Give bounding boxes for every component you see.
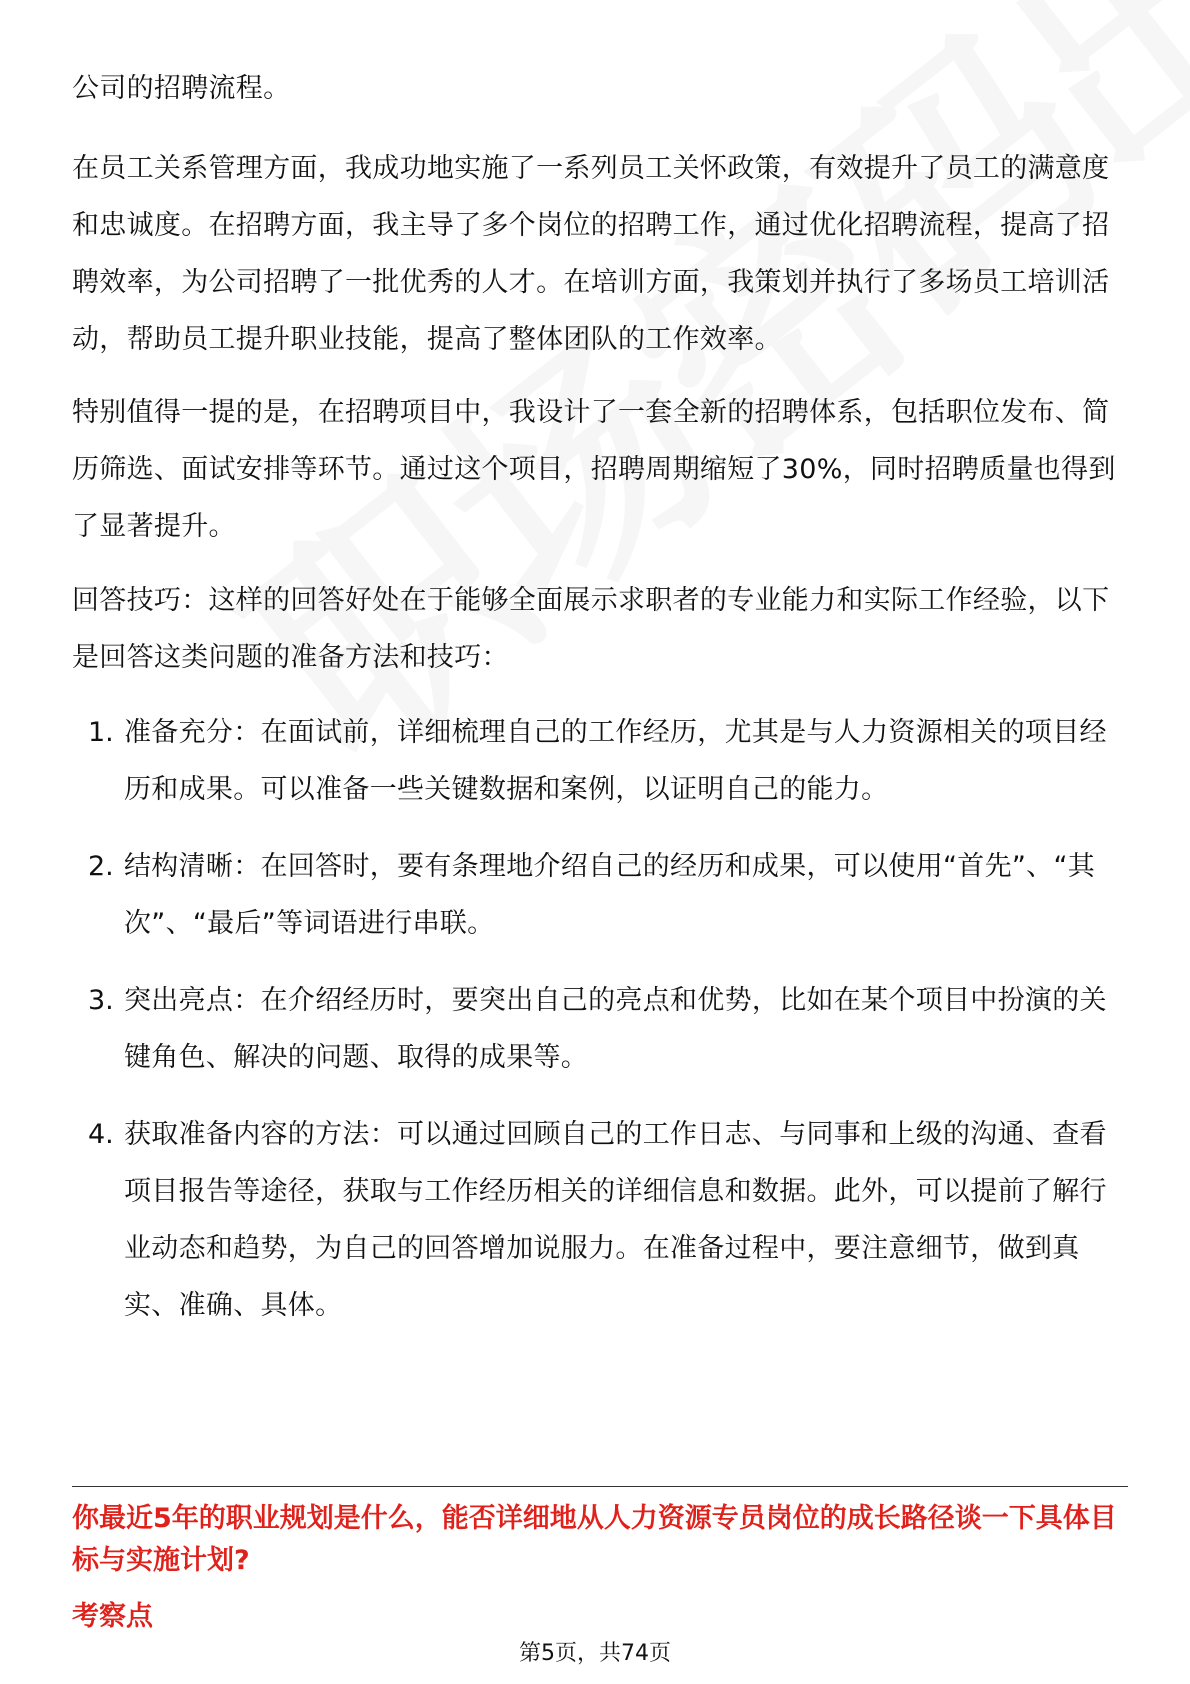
list-item-2: [88, 838, 1128, 952]
interview-question: 你最近5年的职业规划是什么，能否详细地从人力资源专员岗位的成长路径谈一下具体目标与实施计划?: [72, 1503, 1117, 1576]
list-item-1: [88, 704, 1128, 818]
paragraph-highlight-project: 特别值得一提的是，在招聘项目中，我设计了一套全新的招聘体系，包括职位发布、简历筛选、面试安排等环节。通过这个项目，招聘周期缩短了30%，同时招聘质量也得到了显著提升。: [72, 397, 1116, 542]
paragraph-achievements: 在员工关系管理方面，我成功地实施了一系列员工关怀政策，有效提升了员工的满意度和忠诚度。在招聘方面，我主导了多个岗位的招聘工作，通过优化招聘流程，提高了招聘效率，为公司招聘了一批优秀的人才。在培训方面，我策划并执行了多场员工培训活动，帮助员工提升职业技能，提高了整体团队的工作效率。: [72, 153, 1110, 355]
list-item-text: 结构清晰：在回答时，要有条理地介绍自己的经历和成果，可以使用“首先”、“其次”、“最后”等词语进行串联。: [124, 851, 1096, 939]
list-item-text: 突出亮点：在介绍经历时，要突出自己的亮点和优势，比如在某个项目中扮演的关键角色、解决的问题、取得的成果等。: [124, 985, 1107, 1073]
list-number: 3.: [88, 985, 114, 1016]
list-number: 1.: [88, 717, 114, 748]
paragraph-answer-tips: 回答技巧：这样的回答好处在于能够全面展示求职者的专业能力和实际工作经验，以下是回答这类问题的准备方法和技巧：: [72, 585, 1110, 673]
section-divider: [72, 1486, 1128, 1487]
paragraph-intro-tail: 公司的招聘流程。: [72, 73, 291, 104]
page-footer: 第5页，共74页: [519, 1641, 671, 1666]
list-item-3: [88, 972, 1128, 1086]
section-heading: 考察点: [72, 1601, 153, 1632]
list-item-4: [88, 1106, 1128, 1334]
list-number: 4.: [88, 1119, 114, 1150]
list-item-text: 获取准备内容的方法：可以通过回顾自己的工作日志、与同事和上级的沟通、查看项目报告等途径，获取与工作经历相关的详细信息和数据。此外，可以提前了解行业动态和趋势，为自己的回答增加说服力。在准备过程中，要注意细节，做到真实、准确、具体。: [124, 1119, 1107, 1321]
list-number: 2.: [88, 851, 114, 882]
list-item-text: 准备充分：在面试前，详细梳理自己的工作经历，尤其是与人力资源相关的项目经历和成果。可以准备一些关键数据和案例，以证明自己的能力。: [124, 717, 1107, 805]
